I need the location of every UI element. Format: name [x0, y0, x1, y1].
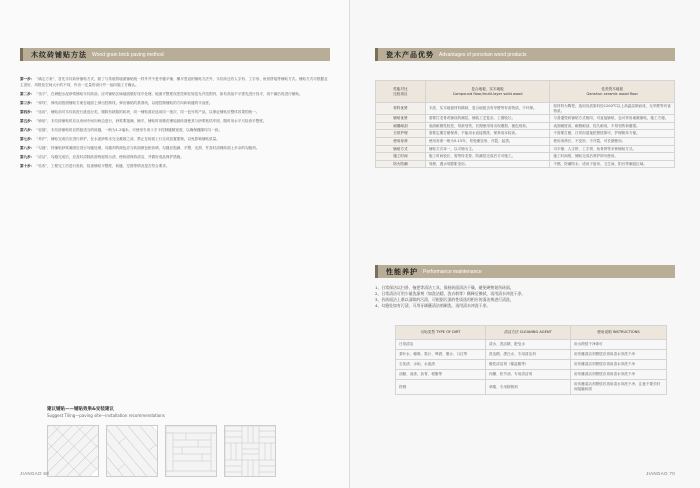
table-cell: 铺贴优势: [376, 115, 426, 123]
table-cell: 施工时间: [376, 153, 426, 161]
step-item: 第十步： “验收”，工程完工后进行验收，检查铺贴平整度、砖缝、空鼓等情况是否符合要求。: [20, 164, 170, 168]
heading-en: Performance maintenance: [423, 268, 482, 275]
table-cell: 耐磨耐刮: [376, 122, 426, 130]
table-cell: 铺贴方式: [376, 145, 426, 153]
table-cell: 与普通瓷砖铺贴方式相同，可直接铺贴，也可采用地暖铺贴，施工方便。: [550, 115, 675, 123]
table-cell: 丙酮、松节油、专用清洁剂: [486, 370, 571, 380]
table-row: [376, 137, 675, 145]
parquet-pattern-diagram: [224, 425, 276, 477]
header-cell: 复合地板、实木地板 Compound floor/multi-layer solid wood: [425, 81, 550, 103]
header-cell: 使用说明 INSTRUCTIONS: [571, 326, 667, 340]
section-heading-advantages: [375, 48, 675, 61]
maintenance-table: [395, 325, 667, 395]
diagram-subtitle: Suggest Tiling—paving site—installation recommendations: [47, 413, 165, 418]
table-cell: 防火防潮: [376, 160, 426, 168]
note-item: 3、若砖面沾上难以清除的污渍，可根据污渍的性质选用相应的清洁剂进行清洗。: [375, 297, 514, 302]
table-cell: 施工时间较长，需等待龙骨、防潮层完成后方可施工。: [425, 153, 550, 161]
table-cell: 使用寿命一般为5-15年，易受潮变形、开裂、起拱。: [425, 137, 550, 145]
table-cell: 表面硬度高，耐磨耐刮，经久耐用，不易划伤和磨损。: [550, 122, 675, 130]
table-cell: 不燃，防潮防水，适用于厨房、卫生间、阳台等潮湿区域。: [550, 160, 675, 168]
right-page: [350, 0, 700, 488]
table-cell: 木质，实木地板材料稀缺，复合地板含有甲醛等有害物质，不环保。: [425, 103, 550, 115]
table-cell: 使用寿命长，不变形、不开裂，可长期使用。: [550, 137, 675, 145]
herringbone-pattern-diagram: [47, 425, 99, 477]
heading-cn: 性能养护: [386, 267, 418, 276]
step-item: 第四步： “选砖”，铺贴前对木纹砖进行挑选分类，剔除有缺陷的砖块，同一铺贴面应选用同一批次、同一色号的产品，以保证铺贴后整体效果的统一。: [20, 110, 260, 114]
section-heading-paving: [20, 48, 330, 61]
table-row: [376, 145, 675, 153]
note-item: 1、日常保洁以扫帚、拖把等清洁工具，保持砖面清洁干燥，避免硬物划伤砖面。: [375, 285, 514, 290]
step-item: 第九步： “清洁”，勾缝完成后，应及时清除砖面残留的污渍，使砖面保持清洁，并做好成品保护措施。: [20, 155, 184, 159]
header-cell: 清洁方法 CLEANING AGENT: [486, 326, 571, 340]
table-cell: 用布蘸清洁剂擦拭后再用清水冲洗干净: [571, 370, 667, 380]
table-row: [396, 360, 667, 370]
diagram-title: 建议铺贴——铺贴效果&安装建议: [47, 407, 114, 412]
table-cell: 日常护理: [376, 130, 426, 138]
table-row: [396, 380, 667, 395]
page-footer: JIANGAO 70: [645, 471, 675, 476]
note-item: 4、勾缝处如有污渍，可用牙刷蘸清洁剂刷洗，再用清水冲洗干净。: [375, 303, 491, 308]
table-cell: 茶叶水、咖啡、果汁、啤酒、墨水、口红等: [396, 350, 486, 360]
advantages-table: [375, 80, 675, 168]
table-cell: 用布蘸清洁剂擦拭后再用清水冲洗干净: [571, 360, 667, 370]
page-footer: JIANGAO 68: [20, 471, 50, 476]
table-cell: 酸性清洁剂（稀盐酸等）: [486, 360, 571, 370]
table-cell: 易燃，遇水易膨胀变形。: [425, 160, 550, 168]
note-item: 2、日常清洁可用少量洗涤剂（如洗洁精、洗衣粉等）稀释后擦拭，再用清水冲洗干净。: [375, 291, 526, 296]
table-cell: 用水擦拭干净即可: [571, 340, 667, 350]
header-cell: 佳美瓷木地板 Ganshun ceramic wood floor: [550, 81, 675, 103]
table-cell: 用布蘸清洁剂擦拭后再用清水冲洗干净: [571, 350, 667, 360]
table-row: [396, 340, 667, 350]
table-cell: 材料优势: [376, 103, 426, 115]
table-row: [396, 350, 667, 360]
table-cell: 需要打龙骨或铺设防潮层，铺装工艺复杂，工期较长。: [425, 115, 550, 123]
heading-marker: [375, 48, 378, 61]
border-frame-pattern-diagram: [165, 425, 217, 477]
heading-cn: 瓷木产品优势: [386, 50, 434, 59]
step-item: 第八步： “勾缝”，待铺贴砂浆凝固后进行勾缝处理，勾缝剂的颜色应与砖面颜色相协调，勾缝应饱满、平整、光滑，并及时清理砖面上多余的勾缝剂。: [20, 146, 260, 150]
heading-marker: [375, 265, 378, 278]
table-cell: 施工时间短，铺贴完成后养护即可使用。: [550, 153, 675, 161]
table-cell: 日常清洁: [396, 340, 486, 350]
table-row: [376, 153, 675, 161]
table-row: [376, 130, 675, 138]
heading-en: Wood grain brick paving method: [92, 51, 164, 58]
step-item: 第五步： “铺贴”，木纹砖铺贴时应从房间中间向两边进行，砂浆要饱满、铺平，铺贴时用橡皮锤轻敲砖面使其与砂浆粘结牢固，随时用水平尺检查平整度。: [20, 119, 267, 123]
table-header-row: [396, 326, 667, 340]
step-item: 第三步： “弹线”，弹线前按照铺贴方案在地面上弹出控制线，弹出铺贴的基准线，以便控制铺贴的方向和砖缝的平直度。: [20, 101, 213, 105]
table-cell: 铺贴方式单一，以平铺为主。: [425, 145, 550, 153]
table-cell: 需要定期打蜡保养，不能用水直接擦洗，保养成本较高。: [425, 130, 550, 138]
step-item: 第七步： “养护”，铺贴完成后应进行养护，在水泥砂浆未完全凝固之前，禁止在砖面上行走或放置重物，以免影响铺贴质量。: [20, 137, 220, 141]
table-row: [376, 122, 675, 130]
header-cell: 污垢类型 TYPE OF DIRT: [396, 326, 486, 340]
table-cell: 石灰渍、水垢、水泥渍: [396, 360, 486, 370]
table-cell: 表面耐磨性较差，易被划伤，长期使用易出现磨损、褪色现象。: [425, 122, 550, 130]
table-row: [376, 103, 675, 115]
step-item: 第二步： “找平”，在调配水泥砂浆铺贴木纹砖前，应对铺贴区域地面做好找平处理，地面平整度误差控制在规范允许范围内，如有高低不平需先进行找平，再干燥后再进行铺贴。: [20, 92, 303, 96]
paving-steps: [20, 76, 330, 172]
table-row: [396, 370, 667, 380]
header-cell: 性能对比 比较项目: [376, 81, 426, 103]
table-cell: 原材料为陶瓷，选用优质原料经1200℃以上高温烧制而成，无甲醛等有害物质。: [550, 103, 675, 115]
maintenance-notes: [375, 285, 675, 309]
step-item: 第一步： “确定方案”，首先木纹砖所铺贴方式，除了与传统的墙面铺贴统一样外并不是中缝平铺，横平竖直的铺贴方法外，木纹砖还有人字形、工字形、鱼骨拼接等铺贴方式。铺贴方式可根据业主喜好、风格及空间大小的不同，作出一定量的设计并一起向施工方确认。: [20, 77, 328, 87]
table-row: [376, 115, 675, 123]
table-cell: 使用寿命: [376, 137, 426, 145]
step-item: 第六步： “留缝”，木纹砖铺贴时应预留适当的砖缝，一般为1-2毫米，可使用专用十字卡控制缝隙宽度，以确保缝隙均匀一致。: [20, 128, 223, 132]
table-cell: 油脂、油漆、沥青、树脂等: [396, 370, 486, 380]
table-row: [376, 160, 675, 168]
heading-cn: 木纹砖铺贴方法: [31, 50, 87, 59]
table-cell: 用布蘸清洁剂擦拭后再用清水冲洗干净，注意不要长时间接触砖面: [571, 380, 667, 395]
table-cell: 草酸、专用除锈剂: [486, 380, 571, 395]
heading-en: Advantages of porcelain wood products: [439, 51, 527, 58]
table-header-row: [376, 81, 675, 103]
diagonal-pattern-diagram: [106, 425, 158, 477]
heading-marker: [20, 48, 23, 61]
table-cell: 不需要打蜡，日常用湿拖把擦拭即可，护理简单方便。: [550, 130, 675, 138]
table-cell: 清水、洗洁精、肥皂水: [486, 340, 571, 350]
table-cell: 洗洁精、漂白水、专用清洁剂: [486, 350, 571, 360]
table-cell: 铁锈: [396, 380, 486, 395]
section-heading-maintenance: [375, 265, 675, 278]
table-cell: 可平铺、人字拼、工字拼、鱼骨拼等多种铺贴方式。: [550, 145, 675, 153]
